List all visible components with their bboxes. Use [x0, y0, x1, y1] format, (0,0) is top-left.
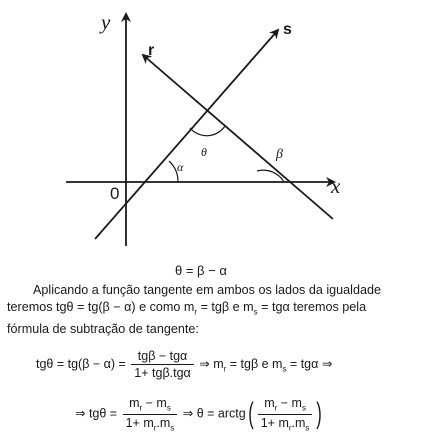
equation-2: ⇒ tgθ = $\frac{m_r - m_s}{1+ m_r.m_s}$ ⇒ θ = arctg( $\frac{m_r - m_s}{1+ m_r.m_s}$ ) [75, 396, 323, 432]
angle-relation: θ = β − α [175, 263, 227, 278]
line-r-label: r [148, 42, 155, 59]
eq2-fraction: $\frac{m_r - m_s}{1+ m_r.m_s}$ [123, 396, 178, 432]
explanation-paragraph [7, 282, 423, 337]
paragraph-line-2: teremos tgθ = tg(β − α) e como $m_r = tg\beta$ e $m_s = tg\alpha$ teremos pela [7, 299, 367, 317]
eq2-arctg-fraction: $\frac{m_r - m_s}{1+ m_r.m_s}$ [258, 396, 313, 432]
theta-arc [190, 126, 225, 136]
beta-label: β [276, 147, 283, 162]
theta-label: θ [201, 145, 207, 159]
equation-1: tgθ = tg(β − α) = $\frac{\text{tgβ − tgα}}{\text{1+ tgβ.tgα}}$ ⇒ $m_r = tg\beta$ e $m_s = tg\alpha$ ⇒ [36, 349, 333, 380]
right-paren: ) [316, 397, 323, 430]
y-axis-label: y [101, 10, 111, 34]
line-s-label: s [283, 21, 292, 38]
line-r [143, 55, 333, 219]
alpha-label: α [177, 160, 184, 174]
origin-label: 0 [110, 184, 120, 203]
beta-arc [257, 170, 284, 182]
x-axis-label: x [331, 174, 341, 198]
eq1-fraction: $\frac{\text{tgβ − tgα}}{\text{1+ tgβ.tgα}}$ [131, 349, 193, 380]
paragraph-line-3: fórmula de subtração de tangente: [7, 321, 199, 336]
left-paren: ( [247, 397, 254, 430]
paragraph-line-1: Aplicando a função tangente em ambos os lados da igualdade [33, 283, 381, 297]
line-s [95, 30, 278, 239]
